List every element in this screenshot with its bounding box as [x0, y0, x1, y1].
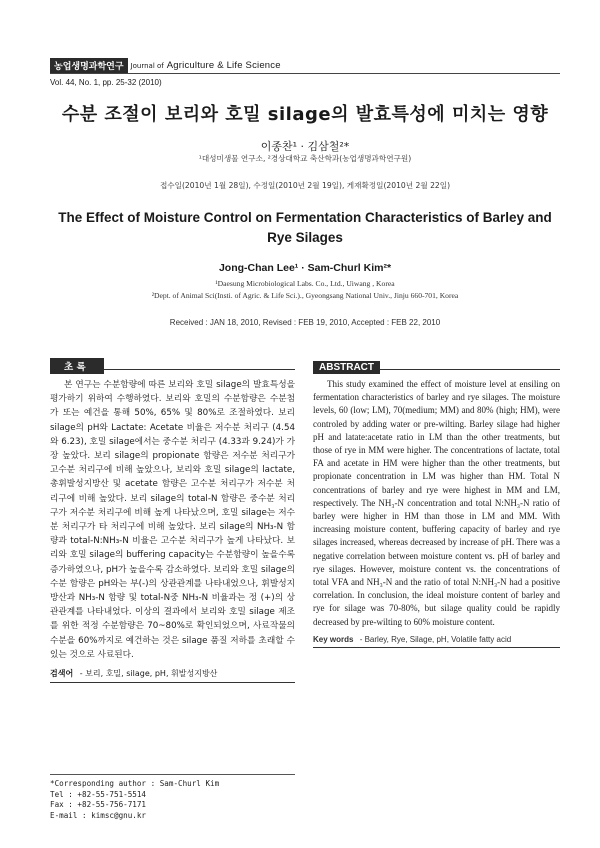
author-email: E-mail : kimsc@gnu.kr	[50, 810, 147, 820]
keywords-korean	[50, 668, 295, 683]
abstract-korean-column	[50, 355, 295, 683]
keywords-korean-label: 검색어	[50, 669, 74, 679]
affiliation-english	[50, 278, 560, 302]
abstract-korean-text: 본 연구는 수분함량에 따른 보리와 호밀 silage의 발효특성을 평가하기 위하여 수행하였다. 보리와 호밀의 수분함량은 수분첨가 또는 예건을 통해 50%, 65% 및 80%로 조절하였다. 보리 silage의 pH와 Lactate: Acetate 비율은 저수분 처리구 (4.54와 6.23), 호밀 silage에서는 중수분 처리구 (4.33과 9.24)가 가장 높았다. 보리 silage의 propionate 함량은 저수분 처리구가 고수분 처리구에 비해 높았으나, 보리와 호밀 silage의 lactate, 총휘발성지방산 및 acetate 함량은 고수분 처리구가 저수분 처리구에 비해 높았다. 보리 silage의 total-N 함량은 중수분 처리구가 저수분 처리구에 비해 높게 나타났으며, 호밀 silage는 저수분 처리구가 타 처리구에 비해 높았다. 보리 silage의 NH₃-N 함량과 total-N:NH₃-N 비율은 고수분 처리구가 높게 나타났다. 보리와 호밀 silage의 buffering capacity는 수분함량이 높을수록 증가하였으나, pH가 높을수록 감소하였다. 보리와 호밀 silage의 수분 함량은 pH와는 부(-)의 상관관계를 나타내었으나, 휘발성지방산과 NH₃-N 함량 및 total-N중 NH₃-N 비율과는 정 (+)의 상관관계를 나타내었다. 이상의 결과에서 보리와 호밀 silage 제조를 위한 적정 수분함량은 70~80%로 확인되었으며, 사료작물의 수분을 60%까지로 예건하는 것은 silage 품질 저하를 초래할 수 있는 것으로 사료된다.	[50, 380, 295, 660]
keywords-english-label: Key words	[313, 634, 354, 644]
author-tel: Tel : +82-55-751-5514	[50, 789, 147, 799]
dates-korean: 접수일(2010년 1월 28일), 수정일(2010년 2월 19일), 게재확정일(2010년 2월 22일)	[159, 181, 451, 190]
abstract-english-heading-bar	[313, 355, 560, 373]
dates-english: Received : JAN 18, 2010, Revised : FEB 19, 2010, Accepted : FEB 22, 2010	[169, 318, 441, 327]
corresponding-author-footnote	[50, 774, 295, 821]
abstract-english-heading: ABSTRACT	[313, 361, 380, 374]
journal-name: Agriculture & Life Science	[166, 60, 281, 71]
keywords-korean-list: - 보리, 호밀, silage, pH, 휘발성지방산	[79, 669, 218, 679]
keywords-english	[313, 635, 560, 648]
corresponding-author: *Corresponding author : Sam-Churl Kim	[50, 779, 220, 788]
abstract-english-column	[313, 355, 560, 648]
keywords-english-list: - Barley, Rye, Silage, pH, Volatile fatty acid	[359, 634, 512, 644]
abstract-korean-heading-bar	[50, 355, 295, 373]
volume-info: Vol. 44, No. 1, pp. 25-32 (2010)	[50, 78, 162, 87]
journal-prefix: Journal of	[130, 61, 164, 70]
header-rule	[50, 73, 560, 74]
affiliation-english-2: ²Dept. of Animal Sci(Insti. of Agric. & Life Sci.)., Gyeongsang National Univ., Jinju 660-701, Korea	[151, 291, 459, 300]
affiliation-english-1: ¹Daesung Microbiological Labs. Co., Ltd., Uiwang , Korea	[215, 279, 395, 288]
affiliation-korean: ¹대성미생물 연구소, ²경상대학교 축산학과(농업생명과학연구원)	[198, 154, 412, 163]
abstract-korean-heading: 초 록	[50, 358, 104, 374]
paper-title-english: The Effect of Moisture Control on Fermentation Characteristics of Barley and Rye Silages	[58, 210, 552, 245]
authors-english: Jong-Chan Lee¹ · Sam-Churl Kim²*	[218, 262, 392, 274]
author-fax: Fax : +82-55-756-7171	[50, 800, 147, 809]
paper-title-korean: 수분 조절이 보리와 호밀 silage의 발효특성에 미치는 영향	[61, 104, 549, 125]
abstract-english-text: This study examined the effect of moisture level at ensiling on fermentation characteristics of barley and rye silages. The moisture levels, 60 (low; LM), 70(medium; MM) and 80% (high; HM), were controled by adding water or pre-wilting. Barley silage had higher pH and latate:acetate ratio in LM than the other treatments, but those of rye in MM were higher. The concentrations of lactate, total FA and acetate in HM were higher than the other treatments, but propionate concentration in LM was higher than HM. Total N concentrations of barley and rye were highest in MM and LM, respectively. The NH₃-N concentration and total N:NH₃-N ratio of barley were higher in HM than those in LM and MM. With increasing moisture content, buffering capacity of barley and rye silages increased, whereas decreased by increase of pH. There was a negative correlation between moisture content vs. pH of barley and rye silages. However, moisture content vs. the concentrations of total VFA and NH₃-N and the ratio of total N:NH₃-N had a positive correlation. In conclusion, the ideal moisture content of barley and rye for silage was 70-80%, but silage quality could be rapidly decreased by pre-wilting to 60% moisture content.	[313, 379, 560, 627]
journal-badge: 농업생명과학연구	[50, 58, 128, 73]
authors-korean: 이종찬¹ · 김삼철²*	[260, 140, 350, 153]
journal-header	[50, 58, 560, 73]
